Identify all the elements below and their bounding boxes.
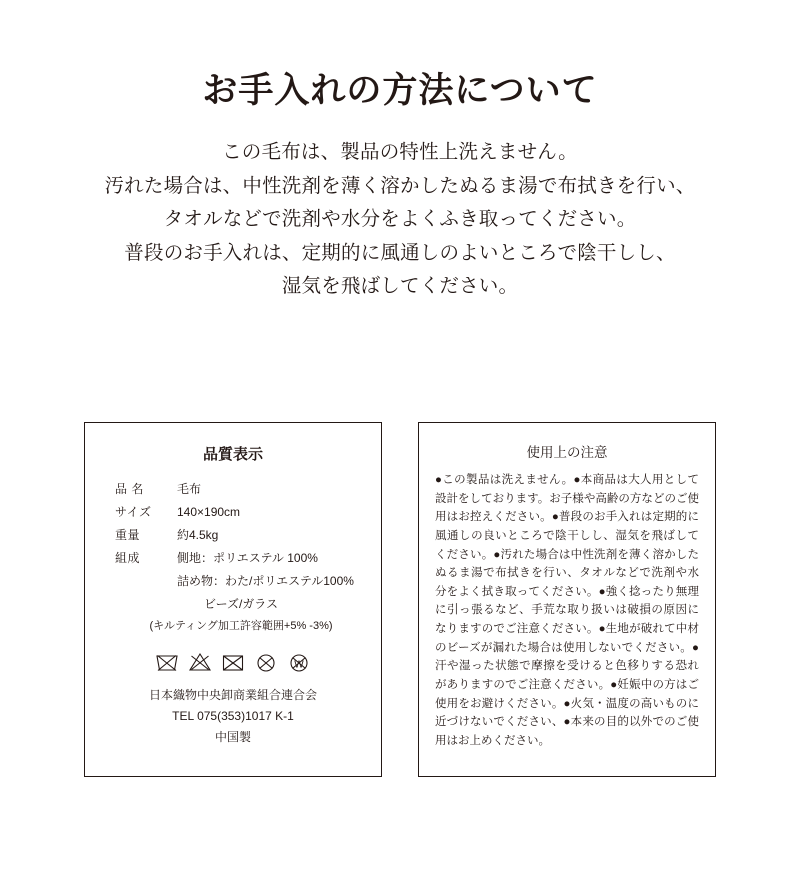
no-bleach-icon [187,649,213,675]
spec-row [115,478,367,501]
no-machine-wash-icon [154,649,180,675]
intro-line-1: この毛布は、製品の特性上洗えません。 [222,141,578,163]
spec-label: 組成 [115,551,141,566]
caution-box-text: ●この製品は洗えません。●本商品は大人用として設計をしております。お子様や高齢の方などのご使用はお控えください。●普段のお手入れは定期的に風通しの良いところで陰干しし、湿気を飛ばしてください。●汚れた場合は中性洗剤を薄く溶かしたぬるま湯で布拭きを行い、タオルなどで洗剤や水分をよく拭き取ってください。●強く捻ったり無理に引っ張るなど、手荒な取り扱いは破損の原因になりますのでご注意ください。●生地が破れて中材のビーズが漏れた場合は使用しないでください。●汗や湿った状態で摩擦を受けると色移りする恐れがありますのでご注意ください。●妊娠中の方はご使用をお避けください。●火気・温度の高いものに近づけないでください、●本来の目的以外でのご使用はお上めください。 [435,474,699,747]
association-name: 日本織物中央卸商業組合連合会 [148,688,317,703]
info-boxes [84,422,716,777]
spec-label: 重量 [115,528,141,543]
spec-value: 側地：ポリエステル 100% [177,551,318,566]
spec-row [115,501,367,524]
care-symbols [99,649,367,675]
spec-row [115,524,367,547]
quality-label-box [84,422,382,777]
composition-continued: 詰め物：わた/ポリエステル100% [177,574,354,589]
quality-box-title: 品質表示 [202,446,263,463]
no-dryclean-icon [286,649,312,675]
caution-box [418,422,716,777]
country-of-origin: 中国製 [214,730,251,745]
spec-row [115,547,367,570]
composition-beads: ビーズ/ガラス [204,597,278,612]
svg-text:W: W [294,659,304,671]
quality-spec-list [115,478,367,637]
intro-line-4: 普段のお手入れは、定期的に風通しのよいところで陰干しし、 [124,241,676,264]
intro-line-5: 湿気を飛ばしてください。 [281,275,519,298]
page-title: お手入れの方法について [202,71,598,110]
intro-paragraph [0,136,800,304]
quality-footer [99,685,367,748]
no-iron-icon [253,649,279,675]
no-tumble-dry-icon [220,649,246,675]
care-instructions-page [0,70,800,870]
spec-value: 毛布 [177,482,202,496]
spec-value: 140×190cm [177,505,241,520]
intro-line-3: タオルなどで洗剤や水分をよくふき取ってください。 [163,208,637,231]
spec-value: 約4.5kg [177,528,219,543]
spec-label: 品 名 [115,482,144,496]
spec-label: サイズ [115,505,152,520]
intro-line-2: 汚れた場合は、中性洗剤を薄く溶かしたぬるま湯で布拭きを行い、 [104,174,696,197]
caution-box-title: 使用上の注意 [526,445,608,460]
tolerance-note: (キルティング加工許容範囲+5% -3%) [149,620,333,633]
association-tel: TEL 075(353)1017 K-1 [172,709,294,724]
